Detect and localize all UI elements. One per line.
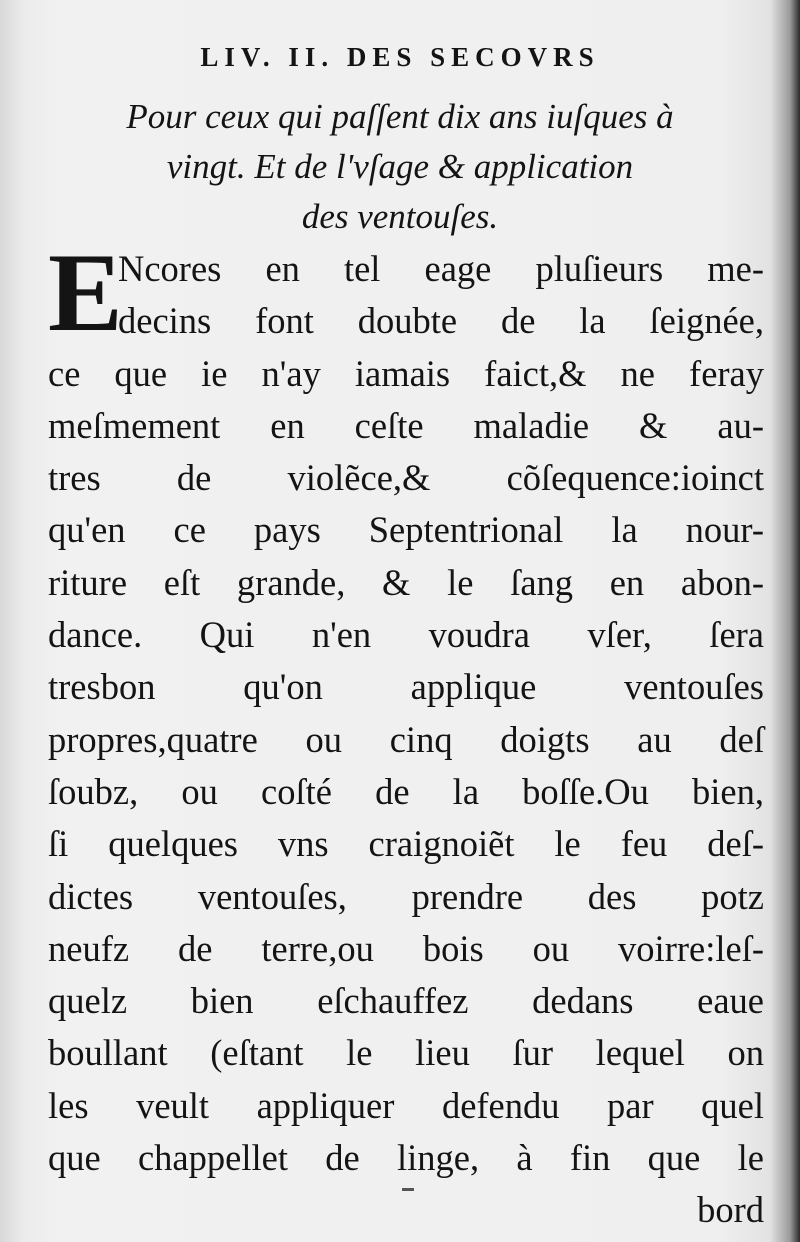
subheading-line-2: vingt. Et de l'vſage & application — [166, 147, 634, 186]
body-line: ce que ie n'ay iamais faict,& ne feray — [48, 352, 764, 394]
drop-cap: E — [48, 231, 123, 355]
body-text — [48, 231, 764, 1237]
body-line: qu'en ce pays Septentrional la nour- — [48, 509, 764, 551]
body-line: dictes ventouſes, prendre des potz — [48, 875, 764, 917]
body-line: ſi quelques vns craignoiẽt le feu deſ- — [48, 823, 764, 865]
body-line: Ncores en tel eage pluſieurs me- — [118, 248, 764, 289]
body-line: ſoubz, ou coſté de la boſſe.Ou bien, — [48, 770, 764, 812]
ink-speck — [402, 1188, 414, 1191]
body-line: tres de violẽce,& cõſequence:ioinct — [48, 457, 764, 499]
subheading-line-3: des ventouſes. — [301, 197, 499, 236]
body-line: quelz bien eſchauffez dedans eaue — [48, 980, 764, 1022]
body-line: que chappellet de linge, à fin que le — [48, 1137, 764, 1179]
body-line: les veult appliquer defendu par quel — [48, 1084, 764, 1126]
catchword: bord — [697, 1189, 764, 1231]
body-line: decins font doubte de la ſeignée, — [118, 300, 764, 342]
chapter-subheading — [40, 92, 760, 242]
body-line: tresbon qu'on applique ventouſes — [48, 666, 764, 708]
body-line: riture eſt grande, & le ſang en abon- — [48, 561, 764, 603]
subheading-line-1: Pour ceux qui paſſent dix ans iuſques à — [126, 97, 674, 136]
body-line: propres,quatre ou cinq doigts au deſ — [48, 718, 764, 760]
body-line: neufz de terre,ou bois ou voirre:leſ- — [48, 927, 764, 969]
running-head: LIV. II. DES SECOVRS — [200, 42, 600, 72]
body-line: meſmement en ceſte maladie & au- — [48, 404, 764, 446]
body-line: dance. Qui n'en voudra vſer, ſera — [48, 614, 764, 656]
body-line: boullant (eſtant le lieu ſur lequel on — [48, 1032, 764, 1074]
